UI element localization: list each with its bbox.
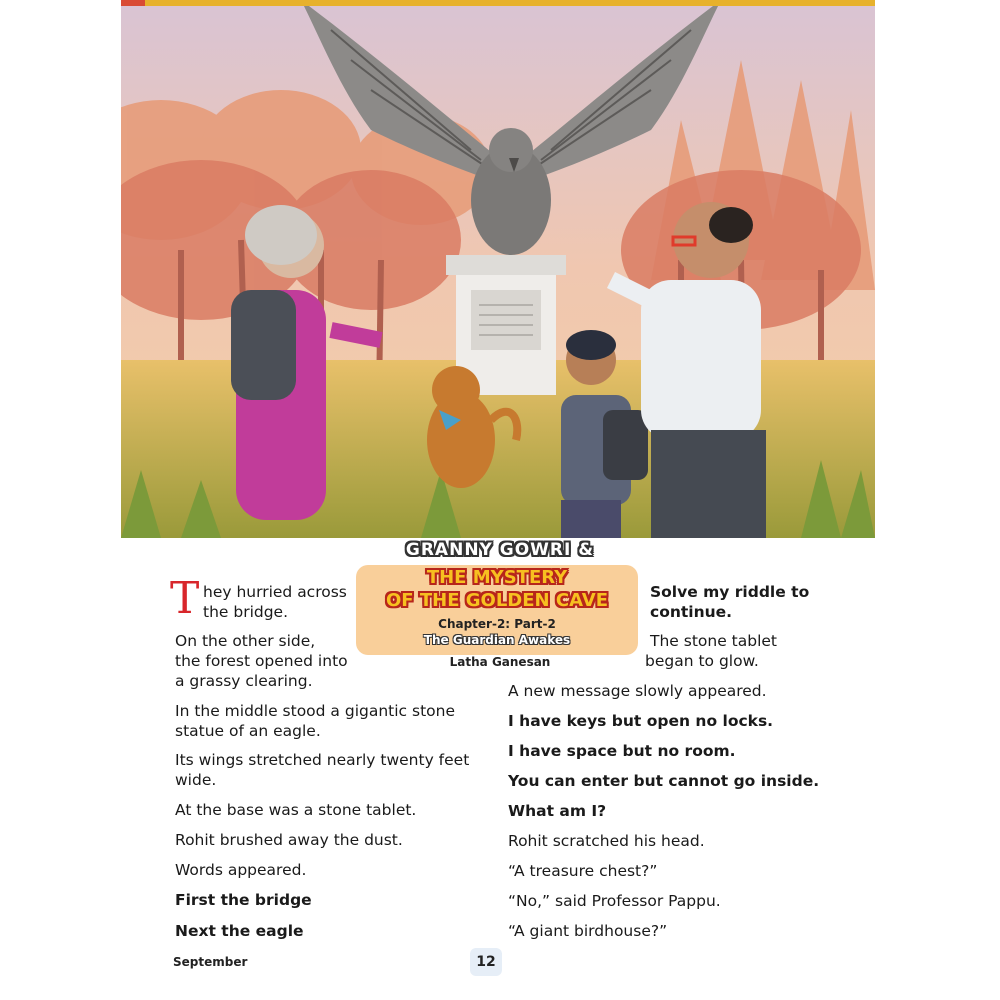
right-p1-line1: Solve my riddle to [650, 583, 810, 601]
right-p8: Rohit scratched his head. [508, 832, 705, 850]
left-p4-line2: wide. [175, 771, 217, 789]
right-p1-line2: continue. [650, 603, 733, 621]
right-p11: “A giant birdhouse?” [508, 922, 668, 940]
left-p1-line2: the bridge. [203, 603, 289, 621]
left-p3-line1: In the middle stood a gigantic stone [175, 702, 455, 720]
series-title: GRANNY GOWRI & [405, 540, 595, 560]
story-title [356, 566, 638, 612]
right-p2-line1: The stone tablet [650, 632, 778, 650]
left-p1-line1: hey hurried across [203, 583, 347, 601]
left-p5: At the base was a stone tablet. [175, 801, 417, 819]
right-p9: “A treasure chest?” [508, 862, 658, 880]
left-p2-line1: On the other side, [175, 632, 316, 650]
right-p10: “No,” said Professor Pappu. [508, 892, 721, 910]
right-p2-line2: began to glow. [645, 652, 759, 670]
top-border-accent [121, 0, 145, 6]
left-p8: First the bridge [175, 891, 312, 909]
story-illustration [121, 0, 875, 538]
left-p4-line1: Its wings stretched nearly twenty feet [175, 751, 470, 769]
left-p7: Words appeared. [175, 861, 307, 879]
left-p2-line2: the forest opened into [175, 652, 348, 670]
story-title-line1: THE MYSTERY [426, 567, 568, 588]
chapter-label: Chapter-2: Part-2 [438, 617, 556, 631]
drop-cap: T [170, 573, 200, 624]
footer-month: September [173, 955, 248, 969]
chapter-subtitle: The Guardian Awakes [423, 633, 571, 647]
left-p9: Next the eagle [175, 922, 304, 940]
story-title-line2: OF THE GOLDEN CAVE [385, 590, 609, 611]
left-p2-line3: a grassy clearing. [175, 672, 313, 690]
author-name: Latha Ganesan [449, 655, 551, 669]
page-number: 12 [470, 948, 502, 976]
right-p3: A new message slowly appeared. [508, 682, 767, 700]
right-p6: You can enter but cannot go inside. [508, 772, 820, 790]
right-p7: What am I? [508, 802, 607, 820]
left-p3-line2: statue of an eagle. [175, 722, 321, 740]
top-border [121, 0, 875, 6]
right-p4: I have keys but open no locks. [508, 712, 774, 730]
left-p6: Rohit brushed away the dust. [175, 831, 403, 849]
right-p5: I have space but no room. [508, 742, 736, 760]
eagle-statue-forest-illustration-icon [121, 0, 875, 538]
